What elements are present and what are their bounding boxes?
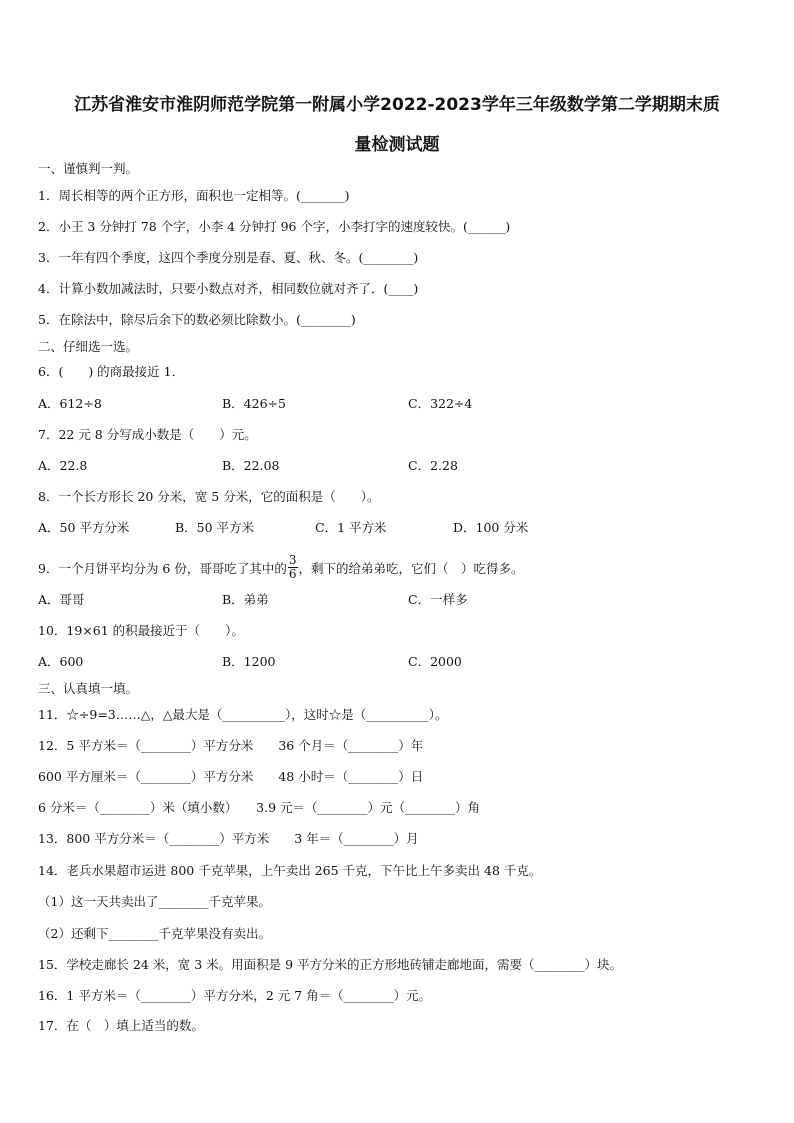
- q7-option-c: C．2.28: [408, 458, 458, 473]
- question-12-line3: 6 分米＝（________）米（填小数） 3.9 元＝（________）元（________）角: [38, 800, 481, 815]
- q10-option-c: C．2000: [408, 654, 462, 669]
- q10-option-a: A．600: [38, 654, 84, 669]
- q6-option-c: C．322÷4: [408, 396, 473, 411]
- q9-fraction: [288, 554, 298, 581]
- q8-option-c: C．1 平方米: [315, 520, 387, 535]
- question-11: 11．☆÷9=3……△，△最大是（__________），这时☆是（__________）。: [38, 707, 448, 722]
- q7-option-b: B．22.08: [222, 458, 280, 473]
- question-2: 2．小王 3 分钟打 78 个字，小李 4 分钟打 96 个字，小李打字的速度较快。(______): [38, 219, 511, 234]
- q8-option-a: A．50 平方分米: [38, 520, 130, 535]
- q7-option-a: A．22.8: [38, 458, 88, 473]
- section-heading-fill: 三、认真填一填。: [38, 681, 139, 696]
- question-12-line2: 600 平方厘米＝（________）平方分米 48 小时＝（________）日: [38, 769, 424, 784]
- section-heading-judge: 一、谨慎判一判。: [38, 161, 139, 176]
- exam-title-line1: 江苏省淮安市淮阴师范学院第一附属小学2022-2023学年三年级数学第二学期期末质: [74, 95, 720, 115]
- question-5: 5．在除法中，除尽后余下的数必须比除数小。(________): [38, 312, 356, 327]
- question-12-line1: 12．5 平方米＝（________）平方分米 36 个月＝（________）年: [38, 738, 424, 753]
- q6-option-b: B．426÷5: [222, 396, 286, 411]
- q9-text-after: ，剩下的给弟弟吃，它们（ ）吃得多。: [298, 561, 524, 576]
- exam-title-line2: 量检测试题: [354, 135, 440, 155]
- section-heading-choose: 二、仔细选一选。: [38, 339, 139, 354]
- q10-option-b: B．1200: [222, 654, 276, 669]
- question-14-part1: （1）这一天共卖出了________千克苹果。: [38, 894, 271, 909]
- question-10: 10．19×61 的积最接近于（ ）。: [38, 623, 244, 638]
- q9-fraction-denominator: 6: [288, 567, 297, 581]
- question-15: 15．学校走廊长 24 米，宽 3 米。用面积是 9 平方分米的正方形地砖铺走廊地面，需要（________）块。: [38, 957, 623, 972]
- question-17: 17．在（ ）填上适当的数。: [38, 1018, 204, 1033]
- q8-option-b: B．50 平方米: [175, 520, 255, 535]
- question-9: [38, 553, 524, 583]
- question-16: 16．1 平方米＝（________）平方分米，2 元 7 角＝（________）元。: [38, 988, 432, 1003]
- q8-option-d: D．100 分米: [453, 520, 529, 535]
- q9-fraction-numerator: 3: [288, 553, 297, 567]
- question-4: 4．计算小数加减法时，只要小数点对齐，相同数位就对齐了．(____): [38, 281, 419, 296]
- q6-option-a: A．612÷8: [38, 396, 102, 411]
- question-13: 13．800 平方分米＝（________）平方米 3 年＝（________）月: [38, 831, 419, 846]
- question-14: 14．老兵水果超市运进 800 千克苹果，上午卖出 265 千克，下午比上午多卖出 48 千克。: [38, 863, 542, 878]
- question-8: 8．一个长方形长 20 分米，宽 5 分米，它的面积是（ ）。: [38, 489, 380, 504]
- q9-text-before: 9．一个月饼平均分为 6 份，哥哥吃了其中的: [38, 561, 287, 576]
- question-14-part2: （2）还剩下________千克苹果没有卖出。: [38, 926, 271, 941]
- question-1: 1．周长相等的两个正方形，面积也一定相等。(_______): [38, 188, 350, 203]
- question-3: 3．一年有四个季度，这四个季度分别是春、夏、秋、冬。(________): [38, 250, 419, 265]
- q9-option-b: B．弟弟: [222, 592, 269, 607]
- question-6: 6．( ) 的商最接近 1．: [38, 364, 185, 379]
- q9-option-a: A．哥哥: [38, 592, 85, 607]
- question-7: 7．22 元 8 分写成小数是（ ）元。: [38, 427, 257, 442]
- q9-option-c: C．一样多: [408, 592, 468, 607]
